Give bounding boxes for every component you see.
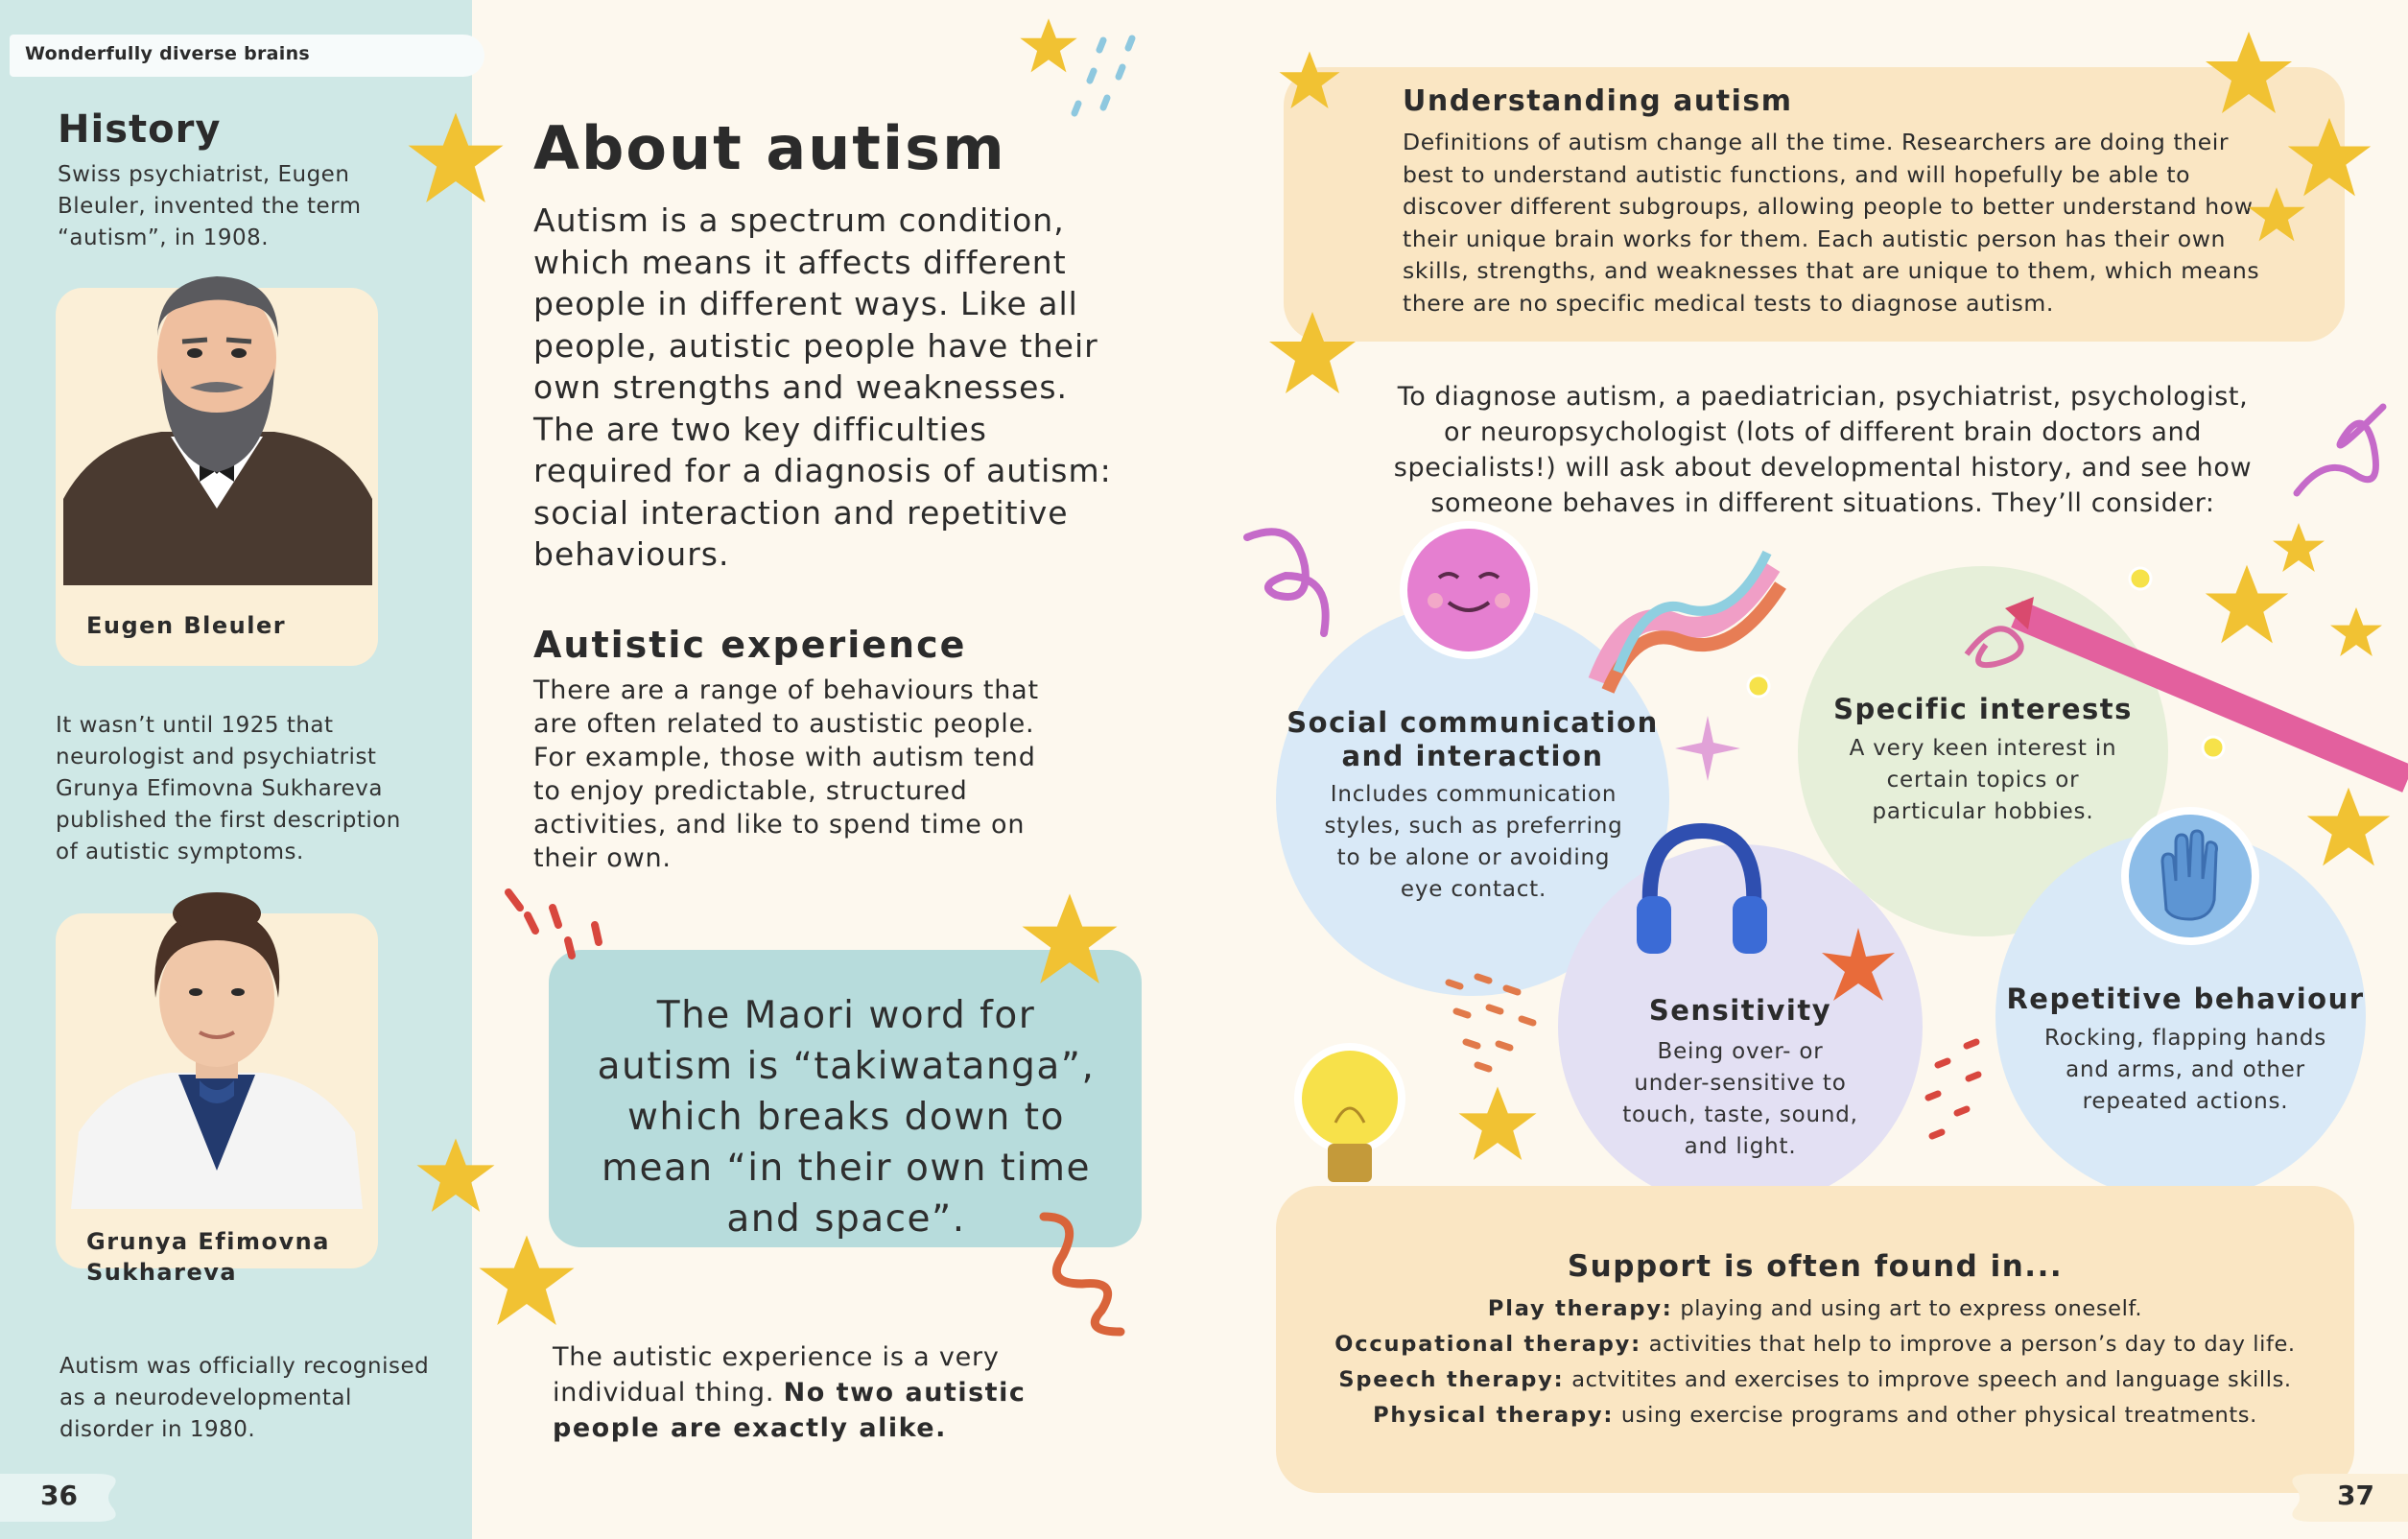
yellow-dot-icon <box>2128 566 2153 591</box>
page-number-left: 36 <box>40 1480 78 1511</box>
section-tag-label: Wonderfully diverse brains <box>25 43 311 64</box>
support-item-text: playing and using art to express oneself. <box>1680 1296 2143 1321</box>
smiley-face-icon <box>1397 518 1541 662</box>
star-icon <box>1454 1082 1541 1169</box>
closing-text-plain: The autistic experience is a very individual thing. <box>553 1342 1000 1408</box>
portrait-caption-sukhareva-2: Sukhareva <box>86 1259 238 1286</box>
support-item <box>1276 1362 2354 1398</box>
orange-swirl-icon <box>1025 1207 1140 1341</box>
star-icon <box>2201 27 2297 123</box>
star-icon <box>403 107 508 213</box>
understanding-text: Definitions of autism change all the time. Researchers are doing their best to understand autistic functions, and will hopefully be able to discover different subgroups, allowing people to better understand how their unique brain works for them. Each autistic person has their own skills, strengths, and weaknesses that are unique to them, which means there are no specific medical tests to diagnose autism. <box>1403 129 2260 317</box>
support-item-label: Occupational therapy: <box>1334 1332 1641 1357</box>
hand-icon <box>2118 804 2262 948</box>
bleuler-portrait <box>56 269 378 585</box>
sensitivity-title: Sensitivity <box>1648 994 1832 1027</box>
yellow-dot-icon <box>1746 674 1771 698</box>
social-text: Includes communication styles, such as preferring to be alone or avoiding eye contact. <box>1324 782 1623 902</box>
repetitive-text: Rocking, flapping hands and arms, and other repeated actions. <box>2043 1026 2327 1114</box>
support-item-label: Physical therapy: <box>1373 1403 1615 1428</box>
star-icon <box>474 1230 579 1336</box>
sukhareva-portrait <box>56 892 378 1209</box>
interests-title: Specific interests <box>1833 693 2133 725</box>
star-icon <box>1017 15 1080 79</box>
history-text: Swiss psychiatrist, Eugen Bleuler, invented the term “autism”, in 1908. <box>58 162 362 250</box>
star-icon <box>1264 307 1360 403</box>
support-item-label: Speech therapy: <box>1338 1367 1565 1392</box>
understanding-heading: Understanding autism <box>1403 84 1793 118</box>
support-item <box>1276 1291 2354 1327</box>
support-item-label: Play therapy: <box>1487 1296 1673 1321</box>
star-icon <box>413 1134 499 1220</box>
closing-text-bold: No two autistic people are exactly alike. <box>553 1378 1027 1443</box>
pink-swirl-icon <box>1238 518 1372 652</box>
sparkle-star-icon <box>1669 710 1746 787</box>
intro-paragraph: Autism is a spectrum condition, which means it affects different people in different ways. Like all people, autistic people have their own strengths and weaknesses. The are two key difficulties required for a diagnosis of autism: social interaction and repetitive behaviours. <box>533 201 1112 573</box>
interests-text: A very keen interest in certain topics or particular hobbies. <box>1849 736 2117 824</box>
star-icon <box>2270 520 2327 578</box>
star-icon <box>1017 888 1122 994</box>
support-item-text: actvitites and exercises to improve speech and language skills. <box>1571 1367 2292 1392</box>
page-number-right: 37 <box>2337 1480 2374 1511</box>
support-item <box>1276 1398 2354 1433</box>
lightbulb-icon <box>1287 1036 1412 1209</box>
sensitivity-text: Being over- or under-sensitive to touch, taste, sound, and light. <box>1622 1039 1858 1159</box>
quote-text: The Maori word for autism is “takiwatanga”, which breaks down to mean “in their own time and space”. <box>597 994 1096 1241</box>
support-item-text: using exercise programs and other physical treatments. <box>1620 1403 2257 1428</box>
experience-text: There are a range of behaviours that are often related to austistic people. For example, those with autism tend to enjoy predictable, structured activities, and like to spend time on their own. <box>533 675 1039 873</box>
page-title: About autism <box>533 113 1006 183</box>
star-icon <box>2327 604 2385 662</box>
diagnosis-text: To diagnose autism, a paediatrician, psychiatrist, psychologist, or neuropsychologist (lots of different brain doctors and specialists!) will ask about developmental history, and see how someone behaves in different situations. They’ll consider: <box>1393 382 2253 518</box>
star-icon <box>2245 184 2308 248</box>
purple-swirl-icon <box>2287 388 2393 503</box>
recognition-text: Autism was officially recognised as a neurodevelopmental disorder in 1980. <box>59 1354 430 1442</box>
sukhareva-text: It wasn’t until 1925 that neurologist and psychiatrist Grunya Efimovna Sukhareva published the first description of autistic symptoms. <box>56 713 401 864</box>
orange-dashes-decoration <box>1439 969 1554 1075</box>
support-heading: Support is often found in... <box>1567 1249 2064 1284</box>
repetitive-title: Repetitive behaviour <box>2006 983 2365 1015</box>
yellow-dot-icon <box>2201 735 2226 760</box>
headphones-icon <box>1627 812 1777 961</box>
experience-heading: Autistic experience <box>533 624 967 666</box>
red-dashes-decoration <box>1909 1036 1995 1161</box>
star-icon <box>1276 48 1343 115</box>
history-heading: History <box>58 107 222 152</box>
red-dashes-decoration <box>499 883 624 969</box>
social-title: Social communication and interaction <box>1287 706 1659 772</box>
orange-star-icon <box>1815 923 1901 1009</box>
support-list <box>1276 1291 2354 1433</box>
section-tag <box>10 35 484 77</box>
star-icon <box>2302 783 2395 875</box>
portrait-caption-sukhareva-1: Grunya Efimovna <box>86 1228 330 1255</box>
closing-text <box>553 1339 1051 1446</box>
support-item-text: activities that help to improve a person’s day to day life. <box>1648 1332 2296 1357</box>
portrait-caption-bleuler: Eugen Bleuler <box>86 612 287 639</box>
support-item <box>1276 1327 2354 1362</box>
